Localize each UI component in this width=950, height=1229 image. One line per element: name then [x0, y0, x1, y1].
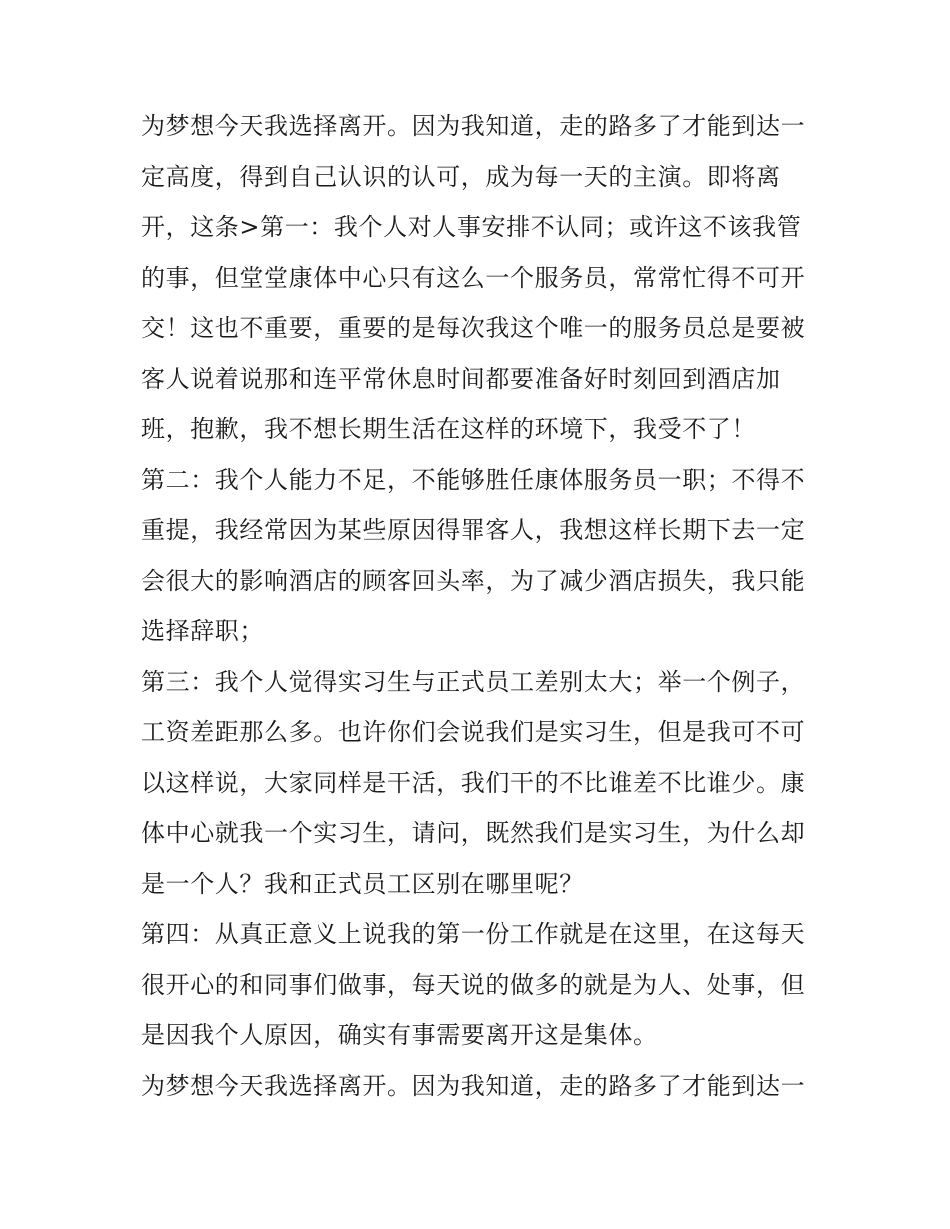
text-line: 定高度，得到自己认识的认可，成为每一天的主演。即将离	[141, 162, 781, 191]
text-line: 客人说着说那和连平常休息时间都要准备好时刻回到酒店加	[141, 364, 781, 393]
text-line: 选择辞职；	[141, 617, 264, 645]
text-line: 第二：我个人能力不足，不能够胜任康体服务员一职；不得不	[141, 465, 806, 494]
text-line: 工资差距那么多。也许你们会说我们是实习生，但是我可不可	[141, 718, 806, 746]
text-line: 为梦想今天我选择离开。因为我知道，走的路多了才能到达一	[141, 1071, 806, 1100]
text-line: 班，抱歉，我不想长期生活在这样的环境下，我受不了！	[141, 415, 756, 443]
text-line: 第四：从真正意义上说我的第一份工作就是在这里，在这每天	[141, 920, 806, 948]
text-line: 会很大的影响酒店的顾客回头率，为了减少酒店损失，我只能	[141, 566, 806, 595]
text-line: 是一个人？我和正式员工区别在哪里呢？	[141, 869, 584, 898]
text-line: 第三：我个人觉得实习生与正式员工差别太大；举一个例子，	[141, 667, 806, 696]
text-line: 的事，但堂堂康体中心只有这么一个服务员，常常忙得不可开	[141, 263, 806, 292]
text-line: 重提，我经常因为某些原因得罪客人，我想这样长期下去一定	[141, 516, 806, 544]
text-line: 是因我个人原因，确实有事需要离开这是集体。	[141, 1021, 658, 1049]
text-line: 为梦想今天我选择离开。因为我知道，走的路多了才能到达一	[141, 112, 806, 140]
text-line: 交！这也不重要，重要的是每次我这个唯一的服务员总是要被	[141, 314, 806, 342]
text-line: 以这样说，大家同样是干活，我们干的不比谁差不比谁少。康	[141, 768, 806, 797]
text-line: 开，这条>第一：我个人对人事安排不认同；或许这不该我管	[141, 213, 802, 241]
text-line: 很开心的和同事们做事，每天说的做多的就是为人、处事，但	[141, 970, 806, 999]
text-line: 体中心就我一个实习生，请问，既然我们是实习生，为什么却	[141, 819, 806, 847]
document-body	[141, 101, 821, 1111]
